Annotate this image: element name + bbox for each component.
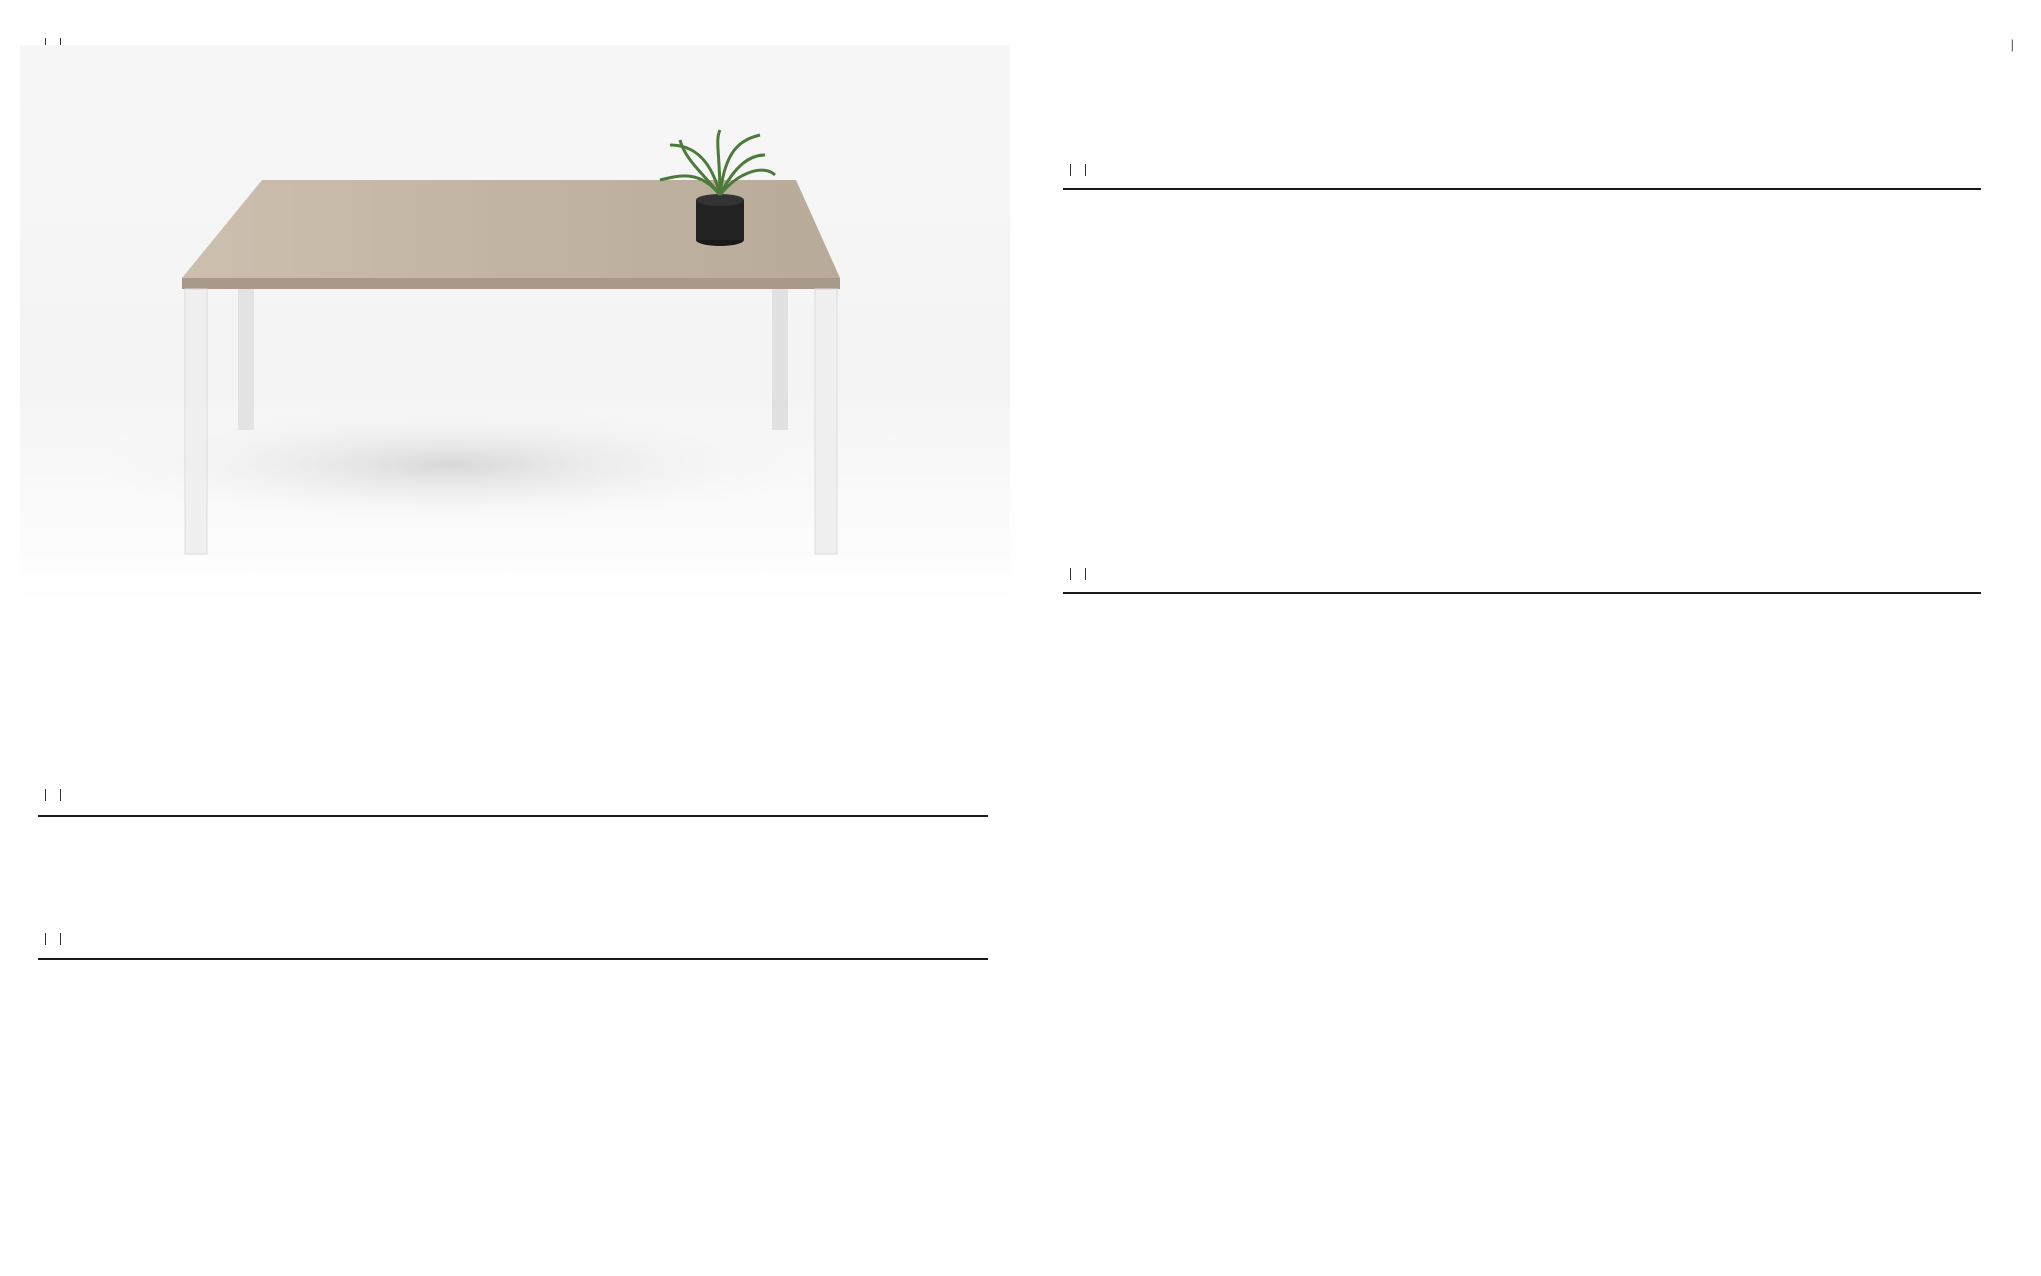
metal-section-title xyxy=(38,787,68,804)
metal-section-rule xyxy=(38,815,988,817)
desks-section-rule xyxy=(1063,188,1981,190)
glass-section-rule xyxy=(38,958,988,960)
meeting-section-title xyxy=(1063,566,1093,583)
desks-section-title xyxy=(1063,162,1093,179)
page-number: | xyxy=(2010,37,2014,52)
product-photo xyxy=(20,45,1010,605)
meeting-section-rule xyxy=(1063,592,1981,594)
glass-section-title xyxy=(38,931,68,948)
